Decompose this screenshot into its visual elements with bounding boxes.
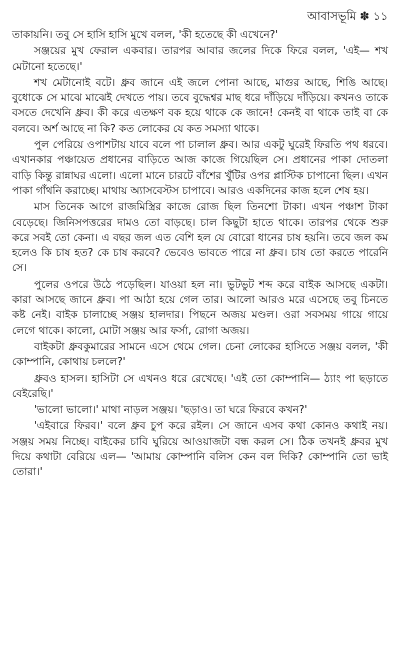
paragraph: পুলের ওপরে উঠে পড়েছিল। যাওয়া হল না। ভুটভুট শব্দ করে বাইক আসছে একটা। কারা আসছে জানে ধ্রুব। পা আঠা হয়ে গেল তার। আলো আরও মরে এসেছে তবু চিনতে কষ্ট নেই। বাইক চালাচ্ছে সঞ্জয় হালদার। পিছনে অজয় মণ্ডল। ওরা সবসময় গায়ে গায়ে লেগে থাকে। কালো, মোটা সঞ্জয় আর ফর্সা, রোগা অজয়। — [12, 278, 388, 337]
paragraph: 'এইবারে ফিরব।' বলে ধ্রুব চুপ করে রইল। সে জানে এসব কথা কোনও কথাই নয়। সঞ্জয় সময় নিচ্ছে। বাইকের চাবি ঘুরিয়ে আওয়াজটা বন্ধ করল সে। ঠিক তখনই ধ্রুবর মুখ দিয়ে কথাটা বেরিয়ে এল— 'আমায় কোম্পানি বলিস কেন বল দিকি? কোম্পানি তো ভাই তোরা।' — [12, 420, 388, 479]
paragraph: পুল পেরিয়ে ওপাশটায় যাবে বলে পা চালাল ধ্রুব। আর একটু ঘুরেই ফিরতি পথ ধরবে। এখানকার পঞ্চায়েত প্রধানের বাড়িতে আজ কাজে গিয়েছিল সে। প্রধানের পাকা দোতলা বাড়ি কিন্তু রান্নাঘর এলো। এলো মানে চারটে বাঁশের খুঁটির ওপর প্লাস্টিক চাপানো ছিল। এখন পাকা গাঁথনি করাচ্ছে। মাথায় অ্যাসবেস্টস চাপাবে। আরও একদিনের কাজ হলে শেষ হয়। — [12, 139, 388, 197]
page-body — [12, 28, 388, 481]
paragraph: সঞ্জয়ের মুখ ফেরাল একবার। তারপর আবার জলের দিকে ফিরে বলল, 'এই— শখ মেটানো হতেছে।' — [12, 45, 388, 73]
running-header: আবাসভূমি ✽ ১১ — [307, 9, 388, 23]
paragraph: তাকায়নি। তবু সে হাসি হাসি মুখে বলল, 'কী হতেছে কী এখেনে?' — [12, 29, 278, 41]
paragraph: বাইকটা ধ্রুবকুমারের সামনে এসে থেমে গেল। চেনা লোকের হাসিতে সঞ্জয় বলল, 'কী কোম্পানি, কোথায় চললে?' — [12, 340, 388, 369]
paragraph: মাস তিনেক আগে রাজমিস্ত্রির কাজে রোজ ছিল তিনশো টাকা। এখন পঞ্চাশ টাকা বেড়েছে। জিনিসপত্তরের দামও তো বাড়ছে। চাল কিছুটা হাতে থাকে। তারপর থেকে শুরু করে সবই তো কেনা। এ বছর জল এত বেশি হল যে বোরো ধানের চাষ হয়নি। তবে জল কম হলেও কি চাষ হত? কে চাষ করবে? ভেবেও ভাবতে পারে না ধ্রুব। চাষ তো করতে পারেনি সে। — [12, 201, 388, 275]
paragraph: শখ মেটানোই বটে। ধ্রুব জানে এই জলে পোনা আছে, মাগুর আছে, শিঙি আছে। বুধোকে সে মাঝে মাঝেই দেখতে পায়। তবে বুদ্ধেশ্বর মাছ ধরে দাঁড়িয়ে দাঁড়িয়ে। কখনও তাকে বসতে দেখেনি ধ্রুব। কী করে এতক্ষণ বক হয়ে থাকে কে জানে! কেনই বা থাকে তাই বা কে বলবে। অর্শ আছে না কি? কত লোকের যে কত সমস্যা থাকে। — [12, 76, 388, 135]
paragraph: 'ভালো ভালো।' মাথা নাড়ল সঞ্জয়। 'ছড়াও। তা ঘরে ফিরবে কখন?' — [34, 404, 308, 417]
paragraph: ধ্রুবও হাসল। হাসিটা সে এখনও ধরে রেখেছে। 'এই তো কোম্পানি— ঠ্যাং পা ছড়াতে বেইরেছি।' — [12, 372, 388, 400]
